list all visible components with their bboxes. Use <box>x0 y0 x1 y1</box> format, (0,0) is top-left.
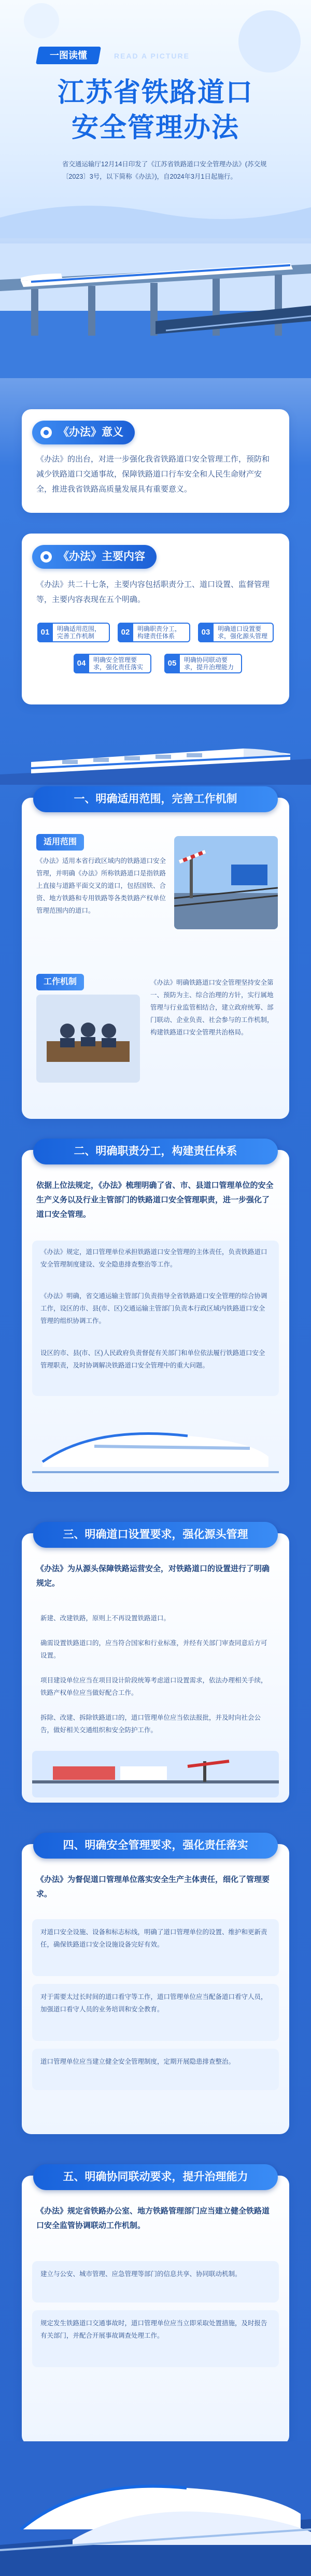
section3-paragraph-1: 新建、改建铁路，原则上不再设置铁路道口。 <box>40 1615 171 1622</box>
section5-paragraph-2: 规定发生铁路道口交通事故时，道口管理单位应当立即采取处置措施，及时报告有关部门，并配合开展事故调查处理工作。 <box>40 2320 267 2339</box>
section4-paragraph-3: 道口管理单位应当建立健全安全管理制度，定期开展隐患排查整治。 <box>40 2058 235 2065</box>
section1-banner: 一、明确适用范围，完善工作机制 <box>33 786 278 812</box>
section4-lead: 《办法》为督促道口管理单位落实安全生产主体责任，细化了管理要求。 <box>36 1875 270 1898</box>
train-icon <box>0 712 311 785</box>
bullet-train-icon <box>32 1405 279 1483</box>
crossing-scene-icon <box>32 1751 279 1797</box>
deco-label: READ A PICTURE <box>114 52 190 60</box>
meaning-title: 《办法》意义 <box>32 421 135 444</box>
section4-panel-3 <box>32 2049 279 2090</box>
section5-banner: 五、明确协同联动要求，提升治理能力 <box>33 2164 278 2190</box>
mechanism-tag: 工作机制 <box>36 974 84 990</box>
intro-text: 省交通运输厅12月14日印发了《江苏省铁路道口安全管理办法》(苏交规〔2023〕3号，以下简称《办法》)，自2024年3月1日起施行。 <box>62 161 267 180</box>
section4-paragraph-1: 对道口安全设施、设备和标志标线，明确了道口管理单位的设置、维护和更新责任，确保铁路道口安全设施设备完好有效。 <box>40 1929 267 1948</box>
meaning-card <box>22 409 289 513</box>
content-title: 《办法》主要内容 <box>32 545 157 569</box>
section3-paragraph-4: 拆除、改建、拆除铁路道口的，道口管理单位应当依法报批，并及时向社会公告，做好相关交通组织和安全防护工作。 <box>40 1714 261 1734</box>
content-item-2: 02 明确职责分工，构建责任体系 <box>118 623 190 642</box>
scope-tag: 适用范围 <box>36 834 84 851</box>
section3-lead: 《办法》为从源头保障铁路运营安全，对铁路道口的设置进行了明确规定。 <box>36 1564 270 1588</box>
section4-banner: 四、明确安全管理要求，强化责任落实 <box>33 1833 278 1859</box>
section2-lead: 依据上位法规定，《办法》梳理明确了省、市、县道口管理单位的安全生产义务以及行业主管部门的铁路道口安全管理职责，进一步强化了道口安全管理。 <box>36 1181 274 1219</box>
hero-header <box>0 0 311 238</box>
content-item-1: 01 明确适用范围，完善工作机制 <box>37 623 110 642</box>
section5-paragraph-1: 建立与公安、城市管理、应急管理等部门的信息共享、协同联动机制。 <box>40 2270 242 2278</box>
section3-banner: 三、明确道口设置要求，强化源头管理 <box>33 1522 278 1548</box>
scope-text: 《办法》适用本省行政区域内的铁路道口安全管理，并明确《办法》所称铁路道口是指铁路上直接与道路平面交叉的道口，包括国铁、合资、地方铁路和专用铁路等各类铁路产权单位管理范围内的道口。 <box>36 857 166 914</box>
section2-banner: 二、明确职责分工，构建责任体系 <box>33 1139 278 1164</box>
title-line-1: 江苏省铁路道口 <box>57 78 253 108</box>
bullet-icon <box>40 551 52 563</box>
meeting-image <box>36 995 140 1083</box>
section4-paragraph-2: 对于需要太过长时间的道口看守等工作，道口管理单位应当配备道口看守人员，加强道口看守人员的业务培训和安全教育。 <box>40 1993 267 2013</box>
section3-paragraph-3: 项目建设单位应当在项目设计阶段统筹考虑道口设置需求，依法办理相关手续，铁路产权单位应当做好配合工作。 <box>40 1677 267 1696</box>
railway-crossing-image <box>174 836 278 929</box>
bridge-train-icon <box>0 243 311 378</box>
section3-paragraph-2: 确需设置铁路道口的，应当符合国家和行业标准，并经有关部门审查同意后方可设置。 <box>40 1639 267 1659</box>
title-line-2: 安全管理办法 <box>71 113 239 143</box>
section2-paragraph-1: 《办法》规定，道口管理单位承担铁路道口安全管理的主体责任，负责铁路道口安全管理制度建设、安全隐患排查整治等工作。 <box>40 1248 267 1268</box>
content-text: 《办法》共二十七条，主要内容包括职责分工、道口设置、监督管理等，主要内容表现在五个明确。 <box>36 580 270 604</box>
content-item-3: 03 明确道口设置要求，强化源头管理 <box>198 623 274 642</box>
content-item-4: 04 明确安全管理要求，强化责任落实 <box>74 654 151 673</box>
section5-panel-1 <box>32 2261 279 2302</box>
stamp-badge: 一图读懂 <box>36 47 101 64</box>
section2-paragraph-3: 设区的市、县(市、区)人民政府负责督促有关部门和单位依法履行铁路道口安全管理职责，及时协调解决铁路道口安全管理中的重大问题。 <box>40 1349 265 1369</box>
footer-trains-icon <box>0 2441 311 2576</box>
bullet-icon <box>40 427 52 438</box>
mechanism-text: 《办法》明确铁路道口安全管理坚持安全第一、预防为主、综合治理的方针，实行属地管理与行业监管相结合，建立政府统筹、部门联动、企业负责、社会参与的工作机制，构建铁路道口安全管理共治格局。 <box>150 979 274 1036</box>
section2-paragraph-2: 《办法》明确，省交通运输主管部门负责指导全省铁路道口安全管理的综合协调工作，设区的市、县(市、区)交通运输主管部门负责本行政区域内铁路道口安全管理的组织协调工作。 <box>40 1292 267 1325</box>
meaning-text: 《办法》的出台，对进一步强化我省铁路道口安全管理工作，预防和减少铁路道口交通事故，保障铁路道口行车安全和人民生命财产安全，推进我省铁路高质量发展具有重要意义。 <box>36 455 270 494</box>
page-title <box>31 75 280 146</box>
content-card <box>22 534 289 704</box>
content-item-5: 05 明确协同联动要求，提升治理能力 <box>164 654 242 673</box>
section5-lead: 《办法》规定省铁路办公室、地方铁路管理部门应当建立健全铁路道口安全监管协调联动工作机制。 <box>36 2207 270 2230</box>
